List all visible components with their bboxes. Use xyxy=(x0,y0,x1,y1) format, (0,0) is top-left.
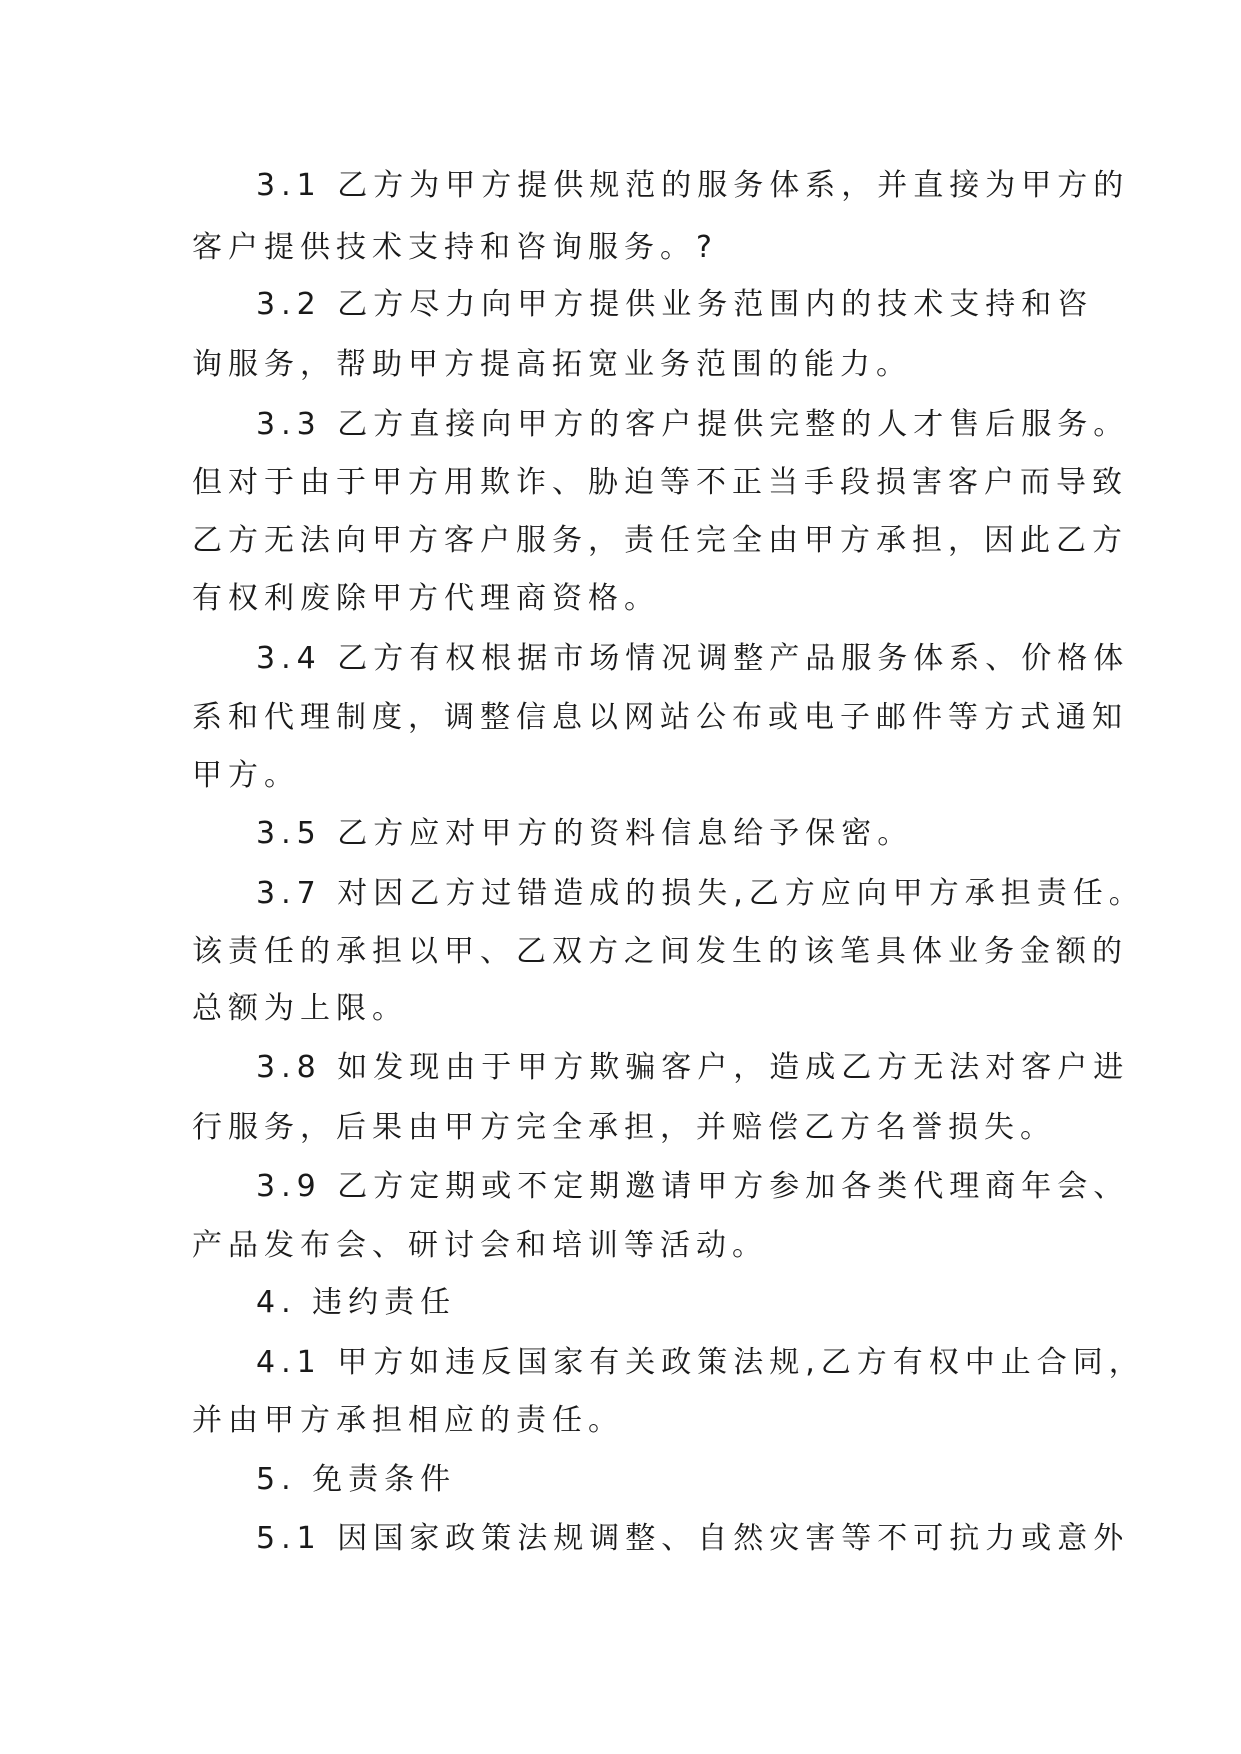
clause-3-9-line-2: 产品发布会、研讨会和培训等活动。 xyxy=(192,1228,768,1263)
clause-3-4-line-1: 3.4 乙方有权根据市场情况调整产品服务体系、价格体 xyxy=(256,641,1130,676)
clause-3-7-line-1: 3.7 对因乙方过错造成的损失,乙方应向甲方承担责任。 xyxy=(256,876,1145,911)
clause-3-7-line-2: 该责任的承担以甲、乙双方之间发生的该笔具体业务金额的 xyxy=(192,934,1128,969)
clause-3-7-line-3: 总额为上限。 xyxy=(192,991,408,1026)
clause-3-3-line-4: 有权利废除甲方代理商资格。 xyxy=(192,581,660,616)
clause-3-2-line-1: 3.2 乙方尽力向甲方提供业务范围内的技术支持和咨 xyxy=(256,287,1094,322)
clause-3-8-line-1: 3.8 如发现由于甲方欺骗客户，造成乙方无法对客户进 xyxy=(256,1050,1130,1085)
section-5-heading: 5. 免责条件 xyxy=(256,1462,457,1497)
clause-3-3-line-1: 3.3 乙方直接向甲方的客户提供完整的人才售后服务。 xyxy=(256,407,1130,442)
clause-3-8-line-2: 行服务，后果由甲方完全承担，并赔偿乙方名誉损失。 xyxy=(192,1110,1056,1145)
section-4-heading: 4. 违约责任 xyxy=(256,1285,457,1320)
clause-3-9-line-1: 3.9 乙方定期或不定期邀请甲方参加各类代理商年会、 xyxy=(256,1169,1130,1204)
clause-3-5-line-1: 3.5 乙方应对甲方的资料信息给予保密。 xyxy=(256,816,914,851)
clause-4-1-line-2: 并由甲方承担相应的责任。 xyxy=(192,1403,624,1438)
clause-3-4-line-3: 甲方。 xyxy=(192,758,300,793)
clause-3-3-line-3: 乙方无法向甲方客户服务，责任完全由甲方承担，因此乙方 xyxy=(192,523,1128,558)
clause-3-1-line-1: 3.1 乙方为甲方提供规范的服务体系，并直接为甲方的 xyxy=(256,168,1130,203)
clause-3-1-line-2: 客户提供技术支持和咨询服务。? xyxy=(192,230,718,265)
clause-3-4-line-2: 系和代理制度，调整信息以网站公布或电子邮件等方式通知 xyxy=(192,700,1128,735)
clause-3-3-line-2: 但对于由于甲方用欺诈、胁迫等不正当手段损害客户而导致 xyxy=(192,465,1128,500)
clause-5-1-line-1: 5.1 因国家政策法规调整、自然灾害等不可抗力或意外 xyxy=(256,1521,1130,1556)
clause-4-1-line-1: 4.1 甲方如违反国家有关政策法规,乙方有权中止合同， xyxy=(256,1345,1145,1380)
clause-3-2-line-2: 询服务，帮助甲方提高拓宽业务范围的能力。 xyxy=(192,347,912,382)
